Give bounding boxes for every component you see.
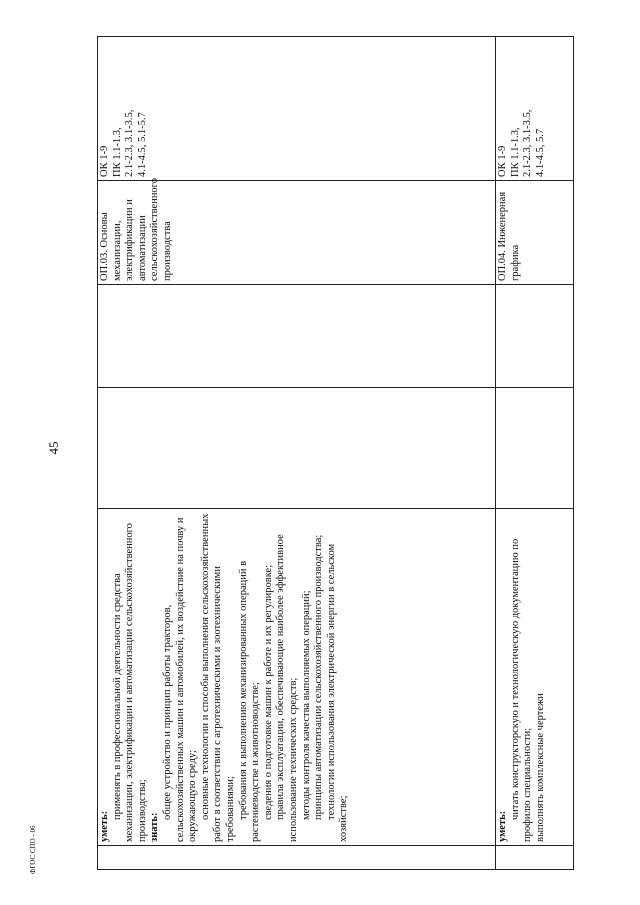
knowledge-item: принципы автоматизации сельскохозяйственного производства; bbox=[313, 534, 325, 820]
knowledge-item: основные технологии и способы выполнения сельскохозяйственных работ в соответствии с агротехническими и зоотехническими требованиями; bbox=[199, 513, 236, 842]
discipline-name: ОП.03. Основы механизации, электрификации и автоматизации сельскохозяйственного производства bbox=[99, 178, 173, 281]
knowledge-skills-cell bbox=[98, 509, 496, 846]
discipline-cell bbox=[98, 178, 496, 285]
knowledge-item: технологии использования электрической энергии в сельском хозяйстве; bbox=[325, 543, 350, 842]
curriculum-table bbox=[97, 36, 574, 870]
document-footer: ФГОС СПО - 06 bbox=[29, 825, 37, 874]
discipline-name: ОП.04. Инженерная графика bbox=[497, 191, 521, 281]
competency-code: ПК 1.1-1.3, bbox=[509, 127, 521, 177]
table-row bbox=[98, 37, 496, 870]
table-row bbox=[496, 37, 574, 870]
knowledge-label: знать: bbox=[149, 812, 161, 842]
knowledge-item: сведения о подготовке машин к работе и их регулировке; bbox=[262, 564, 274, 820]
competency-code: ПК 1.1-1.3, bbox=[111, 127, 123, 177]
competencies-cell bbox=[496, 37, 574, 181]
skills-label: уметь: bbox=[99, 810, 110, 842]
curriculum-table-wrapper bbox=[97, 37, 573, 870]
page-number: 45 bbox=[46, 441, 61, 455]
knowledge-skills-cell bbox=[496, 509, 574, 846]
skill-item: читать конструкторскую и технологическую документацию по профилю специальности; bbox=[509, 538, 534, 842]
hours-cell bbox=[98, 388, 496, 509]
competencies-cell bbox=[98, 37, 496, 181]
hours-cell bbox=[496, 388, 574, 509]
index-cell bbox=[98, 846, 496, 870]
skill-item: выполнять комплексные чертежи bbox=[534, 693, 546, 842]
competency-code: 2.1-2.3, 3.1-3.5, bbox=[124, 109, 136, 177]
knowledge-item: правила эксплуатации, обеспечивающие наиболее эффективное использование технических средств; bbox=[275, 534, 299, 842]
discipline-cell bbox=[496, 181, 574, 285]
knowledge-item: общее устройство и принцип работы тракторов, сельскохозяйственных машин и автомобилей, их воздействие на почву и окружающую среду; bbox=[161, 517, 199, 842]
competency-code: ОК 1-9 bbox=[99, 145, 110, 177]
skills-label: уметь: bbox=[497, 810, 508, 842]
knowledge-item: требования к выполнению механизированных операций в растениеводстве и животноводстве; bbox=[237, 560, 262, 842]
credits-cell bbox=[496, 285, 574, 388]
knowledge-item: методы контроля качества выполняемых операций; bbox=[300, 590, 312, 820]
competency-code: ОК 1-9 bbox=[497, 145, 508, 177]
index-cell bbox=[496, 846, 574, 870]
credits-cell bbox=[98, 285, 496, 388]
competency-code: 2.1-2.3, 3.1-3.5, bbox=[522, 109, 534, 177]
skill-item: применять в профессиональной деятельности средства механизации, электрификации и автоматизации сельскохозяйственного производства; bbox=[111, 523, 148, 842]
competency-code: 4.1-4.5, 5.7 bbox=[534, 128, 546, 177]
competency-code: 4.1-4.5, 5.1-5.7 bbox=[136, 112, 148, 177]
